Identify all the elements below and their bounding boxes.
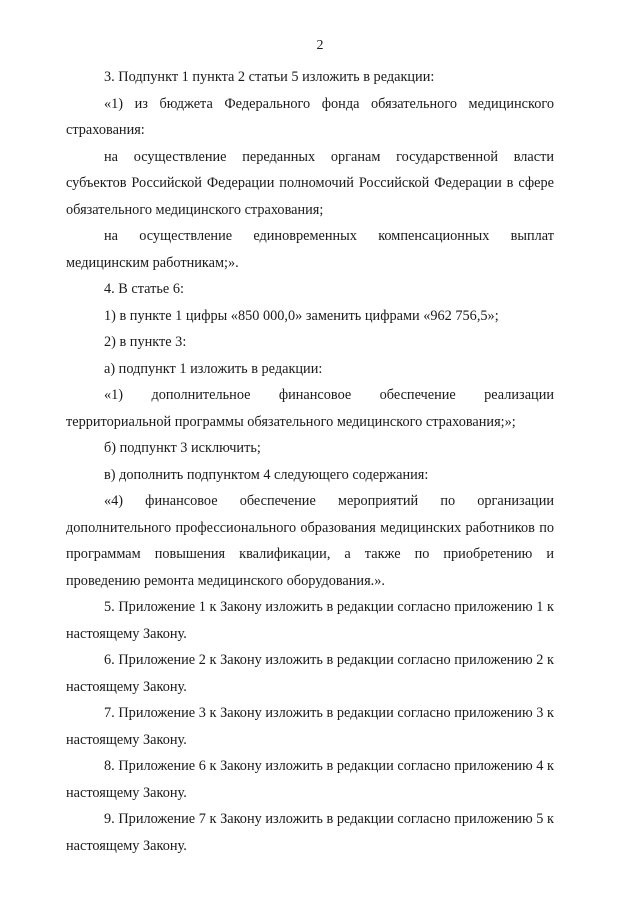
paragraph-3-item-2: на осуществление единовременных компенсационных выплат медицинским работникам;». — [66, 228, 554, 271]
paragraph-4: 4. В статье 6: — [104, 281, 184, 297]
paragraph-8: 8. Приложение 6 к Закону изложить в редакции согласно приложению 4 к настоящему Закону. — [66, 758, 554, 801]
paragraph-3-quote: «1) из бюджета Федерального фонда обязательного медицинского страхования: — [66, 95, 554, 138]
paragraph-4-item-2c: в) дополнить подпунктом 4 следующего содержания: — [104, 466, 429, 483]
paragraph-7: 7. Приложение 3 к Закону изложить в редакции согласно приложению 3 к настоящему Закону. — [66, 705, 554, 748]
paragraph-3-item-1: на осуществление переданных органам государственной власти субъектов Российской Федерации полномочий Российской Федерации в сфере обязательного медицинского страхования; — [66, 148, 554, 218]
page-number: 2 — [316, 38, 324, 53]
paragraph-4-item-2b: б) подпункт 3 исключить; — [104, 440, 261, 456]
paragraph-3: 3. Подпункт 1 пункта 2 статьи 5 изложить в редакции: — [104, 69, 435, 85]
paragraph-4-item-2a-quote: «1) дополнительное финансовое обеспечение реализации территориальной программы обязательного медицинского страхования;»; — [66, 387, 554, 430]
paragraph-5: 5. Приложение 1 к Закону изложить в редакции согласно приложению 1 к настоящему Закону. — [66, 599, 554, 642]
paragraph-4-item-1: 1) в пункте 1 цифры «850 000,0» заменить цифрами «962 756,5»; — [104, 307, 499, 324]
paragraph-9: 9. Приложение 7 к Закону изложить в редакции согласно приложению 5 к настоящему Закону. — [66, 811, 554, 854]
paragraph-4-item-2: 2) в пункте 3: — [104, 334, 187, 350]
paragraph-4-item-2c-quote: «4) финансовое обеспечение мероприятий по организации дополнительного профессионального образования медицинских работников по программам повышения квалификации, а также по приобретению и проведению ремонта медицинского оборудования.». — [66, 493, 554, 589]
paragraph-4-item-2a: а) подпункт 1 изложить в редакции: — [104, 360, 323, 377]
document-body — [66, 64, 554, 859]
paragraph-6: 6. Приложение 2 к Закону изложить в редакции согласно приложению 2 к настоящему Закону. — [66, 652, 554, 695]
